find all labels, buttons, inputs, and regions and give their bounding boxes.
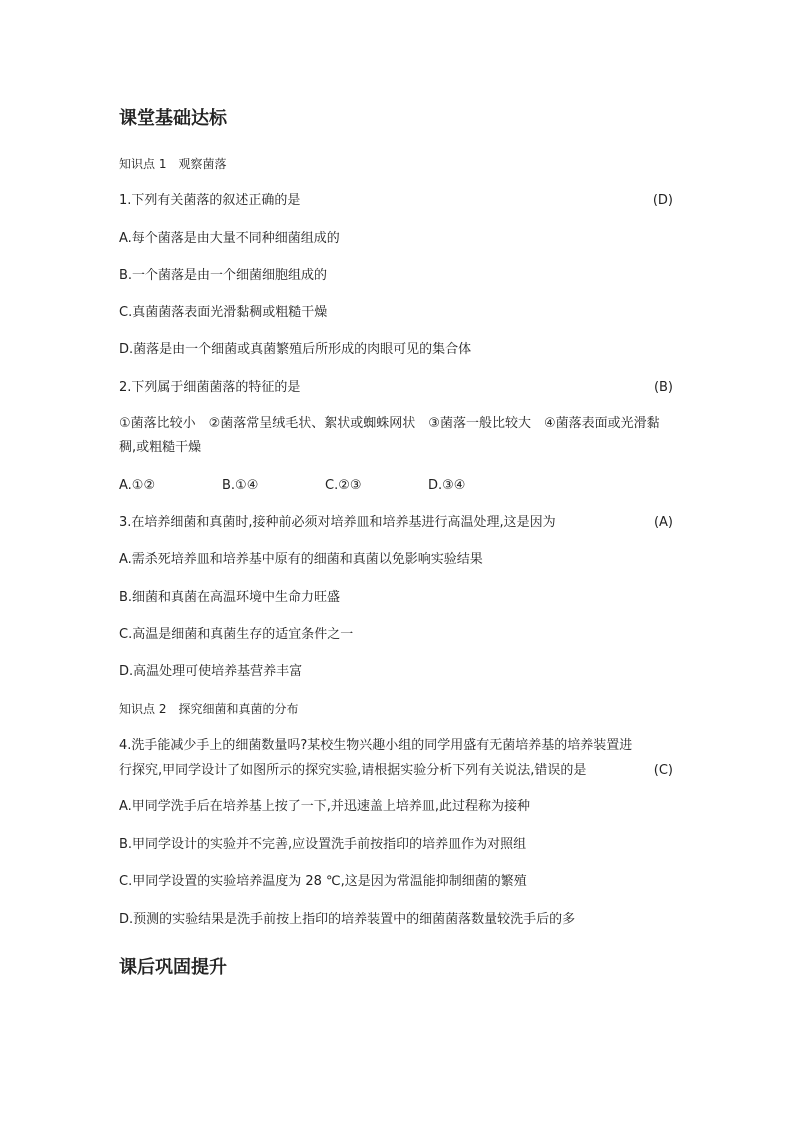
q4-stem-line1: 4.洗手能减少手上的细菌数量吗?某校生物兴趣小组的同学用盛有无菌培养基的培养装置进 [119, 738, 633, 753]
q2-option-c: C.②③ [325, 478, 362, 493]
q3-option-d: D.高温处理可使培养基营养丰富 [119, 664, 303, 679]
q2-option-d: D.③④ [428, 478, 466, 493]
q1-option-b: B.一个菌落是由一个细菌细胞组成的 [119, 268, 328, 283]
q3-answer: (A) [653, 515, 673, 530]
q2-option-a: A.①② [119, 478, 156, 493]
section-title-classroom: 课堂基础达标 [119, 108, 227, 129]
q4-answer: (C) [653, 763, 673, 778]
q2-options [119, 477, 531, 495]
q1-option-a: A.每个菌落是由大量不同种细菌组成的 [119, 231, 340, 246]
q2-option-b: B.①④ [222, 478, 259, 493]
q4-option-d: D.预测的实验结果是洗手前按上指印的培养装置中的细菌菌落数量较洗手后的多 [119, 912, 576, 927]
q1-stem: 1.下列有关菌落的叙述正确的是 [119, 193, 301, 208]
q2-stem: 2.下列属于细菌菌落的特征的是 [119, 380, 301, 395]
q3-option-a: A.需杀死培养皿和培养基中原有的细菌和真菌以免影响实验结果 [119, 552, 483, 567]
q1-answer: (D) [652, 193, 673, 208]
q3-option-c: C.高温是细菌和真菌生存的适宜条件之一 [119, 627, 354, 642]
knowledge-point-1: 知识点 1 观察菌落 [119, 157, 227, 171]
q4-stem-line2: 行探究,甲同学设计了如图所示的探究实验,请根据实验分析下列有关说法,错误的是 [119, 763, 587, 778]
q1-option-d: D.菌落是由一个细菌或真菌繁殖后所形成的肉眼可见的集合体 [119, 342, 472, 357]
q1-option-c: C.真菌菌落表面光滑黏稠或粗糙干燥 [119, 305, 328, 320]
q3-option-b: B.细菌和真菌在高温环境中生命力旺盛 [119, 590, 341, 605]
section-title-after-class: 课后巩固提升 [119, 957, 227, 978]
knowledge-point-2: 知识点 2 探究细菌和真菌的分布 [119, 702, 299, 716]
q4-option-b: B.甲同学设计的实验并不完善,应设置洗手前按指印的培养皿作为对照组 [119, 837, 527, 852]
q3-stem: 3.在培养细菌和真菌时,接种前必须对培养皿和培养基进行高温处理,这是因为 [119, 515, 556, 530]
q2-answer: (B) [653, 380, 673, 395]
q2-statements: ①菌落比较小 ②菌落常呈绒毛状、絮状或蜘蛛网状 ③菌落一般比较大 ④菌落表面或光滑黏稠,或粗糙干燥 [119, 416, 660, 455]
q4-option-c: C.甲同学设置的实验培养温度为 28 ℃,这是因为常温能抑制细菌的繁殖 [119, 874, 527, 889]
q4-option-a: A.甲同学洗手后在培养基上按了一下,并迅速盖上培养皿,此过程称为接种 [119, 799, 531, 814]
